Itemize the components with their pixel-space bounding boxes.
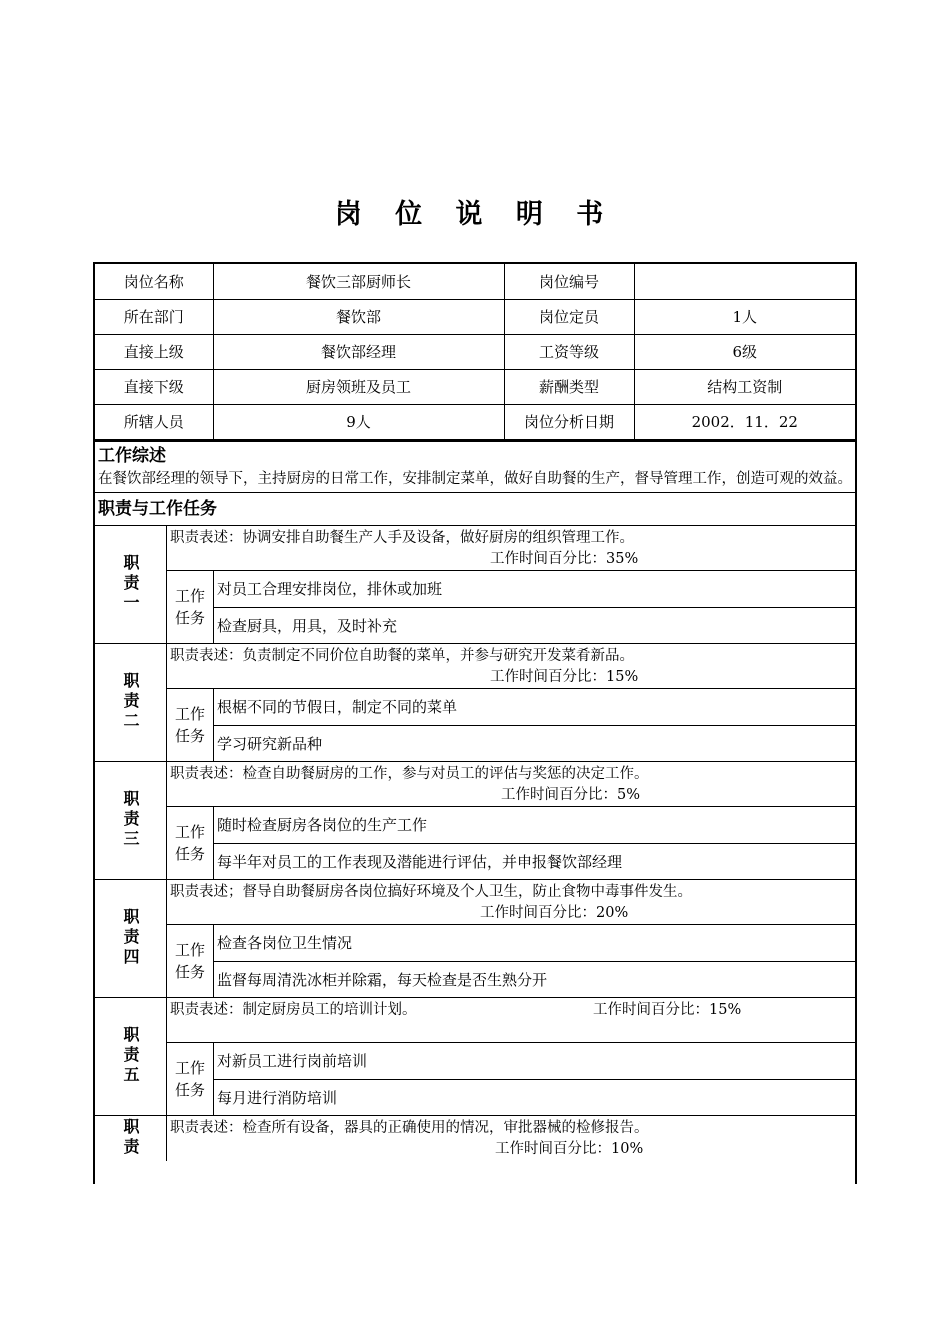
summary-heading: 工作综述 (95, 440, 855, 468)
task-item: 学习研究新品种 (214, 725, 855, 761)
info-row (95, 404, 855, 439)
duty-label (95, 998, 167, 1115)
task-item: 随时检查厨房各岗位的生产工作 (217, 816, 428, 834)
duty-statement (167, 1116, 855, 1161)
duty-body (167, 1116, 855, 1161)
task-label (167, 807, 214, 879)
duty-body (167, 998, 855, 1115)
field-label: 直接下级 (95, 369, 213, 404)
task-label (167, 1043, 214, 1115)
task-item: 检查各岗位卫生情况 (217, 934, 353, 952)
task-label-text: 工作任务 (174, 1058, 205, 1099)
duty-label (95, 644, 167, 761)
field-value (634, 264, 855, 299)
duty-label-text: 职责三 (121, 790, 140, 850)
duty-label-text: 职责二 (121, 672, 140, 732)
info-row (95, 334, 855, 369)
duty-block (95, 644, 855, 762)
field-label: 岗位名称 (95, 264, 213, 299)
task-item: 检查厨具，用具，及时补充 (214, 607, 855, 643)
duty-statement-text: 职责表述：负责制定不同价位自助餐的菜单，并参与研究开发菜肴新品。 (170, 647, 634, 664)
task-list (214, 689, 855, 761)
duty-block (95, 762, 855, 880)
task-item: 对新员工进行岗前培训 (217, 1052, 368, 1070)
duty-body (167, 880, 855, 997)
work-time-percent: 工作时间百分比：15% (593, 1001, 742, 1018)
field-label: 薪酬类型 (504, 369, 634, 404)
work-time-percent: 工作时间百分比：10% (495, 1140, 644, 1157)
work-time-percent: 工作时间百分比：35% (490, 550, 639, 567)
duty-statement-text: 职责表述：检查所有设备，器具的正确使用的情况，审批器械的检修报告。 (170, 1119, 649, 1136)
duty-statement-text: 职责表述；督导自助餐厨房各岗位搞好环境及个人卫生，防止食物中毒事件发生。 (170, 883, 692, 900)
duty-label (95, 1116, 167, 1161)
duty-label-text: 职责一 (121, 554, 140, 614)
duty-block (95, 1116, 855, 1161)
field-value: 餐饮部经理 (213, 334, 504, 369)
job-description-form (93, 262, 857, 1184)
duty-block (95, 526, 855, 644)
info-row (95, 299, 855, 334)
field-label: 岗位分析日期 (504, 404, 634, 439)
basic-info-table (95, 264, 855, 440)
duty-statement-text: 职责表述：制定厨房员工的培训计划。 (170, 1001, 417, 1018)
work-time-percent: 工作时间百分比：15% (490, 668, 639, 685)
field-value: 2002．11．22 (634, 404, 855, 439)
duty-label-text: 职责 (121, 1117, 140, 1158)
duty-statement (167, 644, 855, 689)
task-label (167, 689, 214, 761)
field-label: 所辖人员 (95, 404, 213, 439)
duty-body (167, 762, 855, 879)
duty-label (95, 762, 167, 879)
duty-label (95, 880, 167, 997)
task-item: 对员工合理安排岗位，排休或加班 (217, 580, 443, 598)
duty-block (95, 998, 855, 1116)
field-value: 结构工资制 (634, 369, 855, 404)
duty-block (95, 880, 855, 998)
task-label-text: 工作任务 (174, 940, 205, 981)
field-label: 工资等级 (504, 334, 634, 369)
field-value: 餐饮部 (213, 299, 504, 334)
duty-statement-text: 职责表述：检查自助餐厨房的工作，参与对员工的评估与奖惩的决定工作。 (170, 765, 649, 782)
duty-body (167, 526, 855, 643)
duties-list (95, 526, 855, 1161)
field-value: 9人 (213, 404, 504, 439)
field-value: 餐饮三部厨师长 (213, 264, 504, 299)
duties-heading: 职责与工作任务 (95, 493, 855, 526)
field-label: 岗位定员 (504, 299, 634, 334)
field-label: 岗位编号 (504, 264, 634, 299)
info-row (95, 369, 855, 404)
task-item: 每月进行消防培训 (214, 1079, 855, 1115)
task-label (167, 571, 214, 643)
duty-body (167, 644, 855, 761)
info-row (95, 264, 855, 299)
task-section (167, 807, 855, 879)
duty-statement (167, 526, 855, 571)
duty-label-text: 职责四 (121, 908, 140, 968)
duty-statement (167, 762, 855, 807)
task-section (167, 571, 855, 643)
duty-statement-text: 职责表述：协调安排自助餐生产人手及设备，做好厨房的组织管理工作。 (170, 529, 634, 546)
document-title: 岗 位 说 明 书 (334, 199, 616, 230)
task-label (167, 925, 214, 997)
task-label-text: 工作任务 (174, 822, 205, 863)
field-value: 厨房领班及员工 (213, 369, 504, 404)
field-value: 1人 (634, 299, 855, 334)
task-list (214, 571, 855, 643)
duty-label (95, 526, 167, 643)
task-section (167, 689, 855, 761)
work-time-percent: 工作时间百分比：5% (501, 786, 641, 803)
task-item: 每半年对员工的工作表现及潜能进行评估，并申报餐饮部经理 (214, 843, 855, 879)
task-section (167, 925, 855, 997)
task-list (214, 807, 855, 879)
summary-text: 在餐饮部经理的领导下，主持厨房的日常工作，安排制定菜单，做好自助餐的生产，督导管理工作，创造可观的效益。 (95, 468, 855, 493)
duty-statement (167, 880, 855, 925)
task-list (214, 925, 855, 997)
duty-label-text: 职责五 (121, 1026, 140, 1086)
task-section (167, 1043, 855, 1115)
duty-statement (167, 998, 855, 1043)
task-item: 根椐不同的节假日，制定不同的菜单 (217, 698, 458, 716)
task-list (214, 1043, 855, 1115)
task-item: 监督每周清洗冰柜并除霜，每天检查是否生熟分开 (214, 961, 855, 997)
task-label-text: 工作任务 (174, 704, 205, 745)
field-label: 所在部门 (95, 299, 213, 334)
field-label: 直接上级 (95, 334, 213, 369)
work-time-percent: 工作时间百分比：20% (480, 904, 629, 921)
field-value: 6级 (634, 334, 855, 369)
task-label-text: 工作任务 (174, 586, 205, 627)
